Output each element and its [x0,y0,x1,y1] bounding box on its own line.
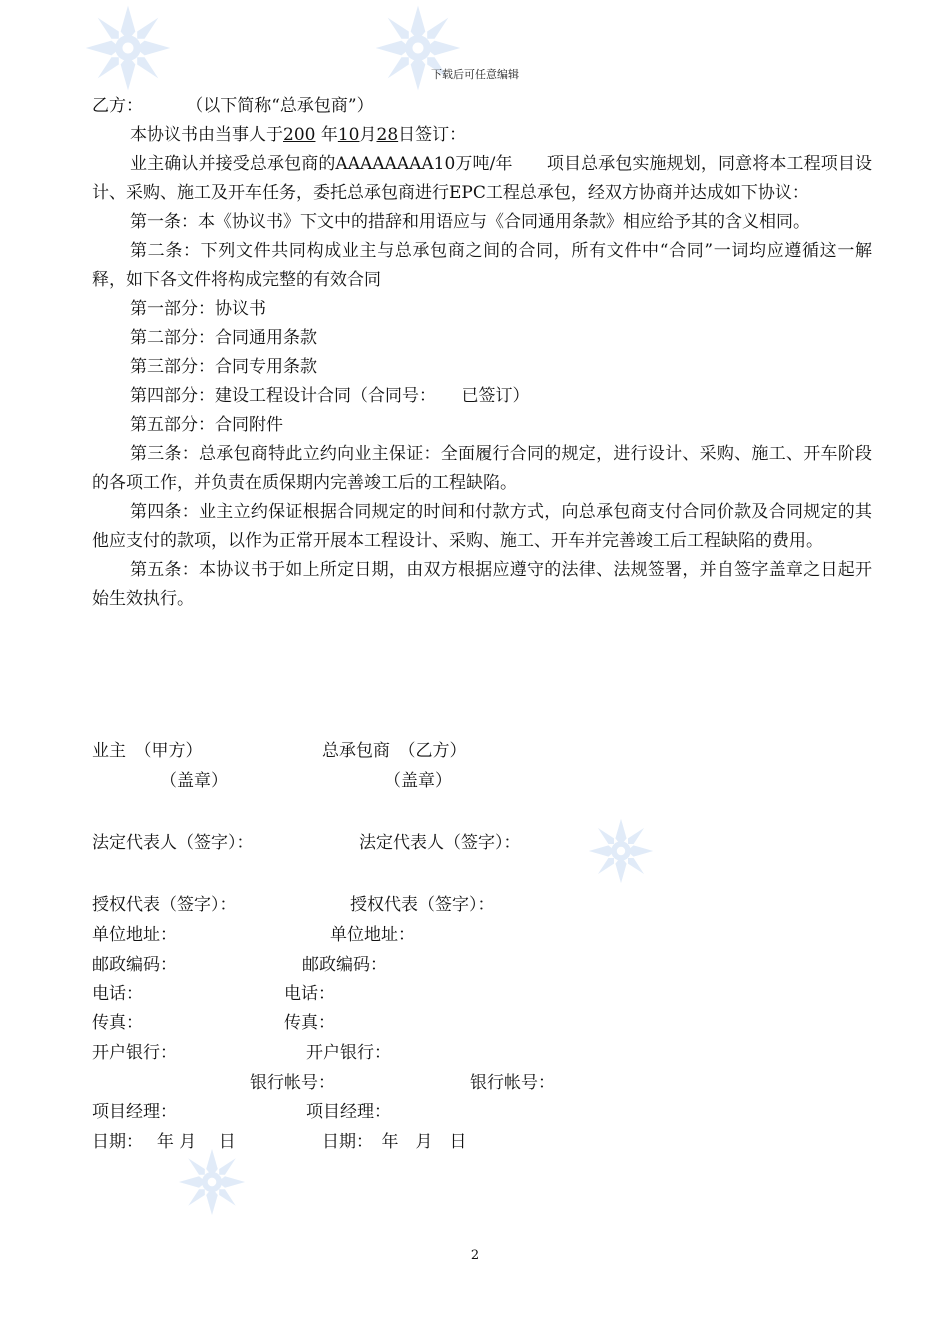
paragraph-article-5: 第五条：本协议书于如上所定日期，由双方根据应遵守的法律、法规签署，并自签字盖章之日起开始生效执行。 [92,560,872,609]
phone-left: 电话： [92,984,143,1004]
signing-month-unit: 月 [359,125,377,145]
part-item: 第二部分：合同通用条款 [130,328,317,348]
postcode-left: 邮政编码： [92,955,177,975]
address-left: 单位地址： [92,925,177,945]
legal-rep-right: 法定代表人（签字）： [359,833,521,853]
signing-day: 28 [376,125,399,145]
paragraph-article-1: 第一条：本《协议书》下文中的措辞和用语应与《合同通用条款》相应给予其的含义相同。 [130,212,810,232]
address-right: 单位地址： [330,925,415,945]
header-note: 下载后可任意编辑 [431,68,519,81]
part-item: 第四部分：建设工程设计合同（合同号： 已签订） [130,386,530,406]
paragraph-article-3: 第三条：总承包商特此立约向业主保证：全面履行合同的规定，进行设计、采购、施工、开车阶段的各项工作，并负责在质保期内完善竣工后的工程缺陷。 [92,444,872,493]
phone-right: 电话： [284,984,335,1004]
signing-suffix: 日签订： [398,125,467,145]
fax-left: 传真： [92,1013,143,1033]
fax-right: 传真： [284,1013,335,1033]
signing-year-unit: 年 [320,125,338,145]
owner-label: 业主 （甲方） [92,741,203,761]
contractor-label: 总承包商 （乙方） [322,741,467,761]
signing-year: 200 [283,125,316,145]
paragraph-article-2: 第二条：下列文件共同构成业主与总承包商之间的合同，所有文件中“合同”一词均应遵循这一解释，如下各文件将构成完整的有效合同 [92,241,872,290]
pm-left: 项目经理： [92,1102,177,1122]
bank-left: 开户银行： [92,1043,177,1063]
pm-right: 项目经理： [306,1102,391,1122]
paragraph-article-4: 第四条：业主立约保证根据合同规定的时间和付款方式，向总承包商支付合同价款及合同规定的其他应支付的款项，以作为正常开展本工程设计、采购、施工、开车并完善竣工后工程缺陷的费用。 [92,502,872,551]
account-right: 银行帐号： [470,1073,555,1093]
signing-month: 10 [337,125,360,145]
paragraph-intro: 业主确认并接受总承包商的AAAAAAAA10万吨/年 项目总承包实施规划，同意将本工程项目设计、采购、施工及开车任务，委托总承包商进行EPC工程总承包，经双方协商并达成如下协议： [92,154,872,203]
account-left: 银行帐号： [250,1073,335,1093]
party-b-line: 乙方： （以下简称“总承包商”） [92,96,374,116]
legal-rep-left: 法定代表人（签字）： [92,833,254,853]
part-item: 第一部分：协议书 [130,299,266,319]
part-item: 第五部分：合同附件 [130,415,283,435]
seal-right: （盖章） [384,771,452,791]
postcode-right: 邮政编码： [302,955,387,975]
signing-prefix: 本协议书由当事人于 [130,125,283,145]
page-number: 2 [470,1248,480,1263]
date-left: 日期： 年 月 日 [92,1132,236,1152]
date-right: 日期： 年 月 日 [322,1132,467,1152]
auth-rep-right: 授权代表（签字）： [350,895,495,915]
auth-rep-left: 授权代表（签字）： [92,895,237,915]
bank-right: 开户银行： [306,1043,391,1063]
part-item: 第三部分：合同专用条款 [130,357,317,377]
seal-left: （盖章） [160,771,228,791]
